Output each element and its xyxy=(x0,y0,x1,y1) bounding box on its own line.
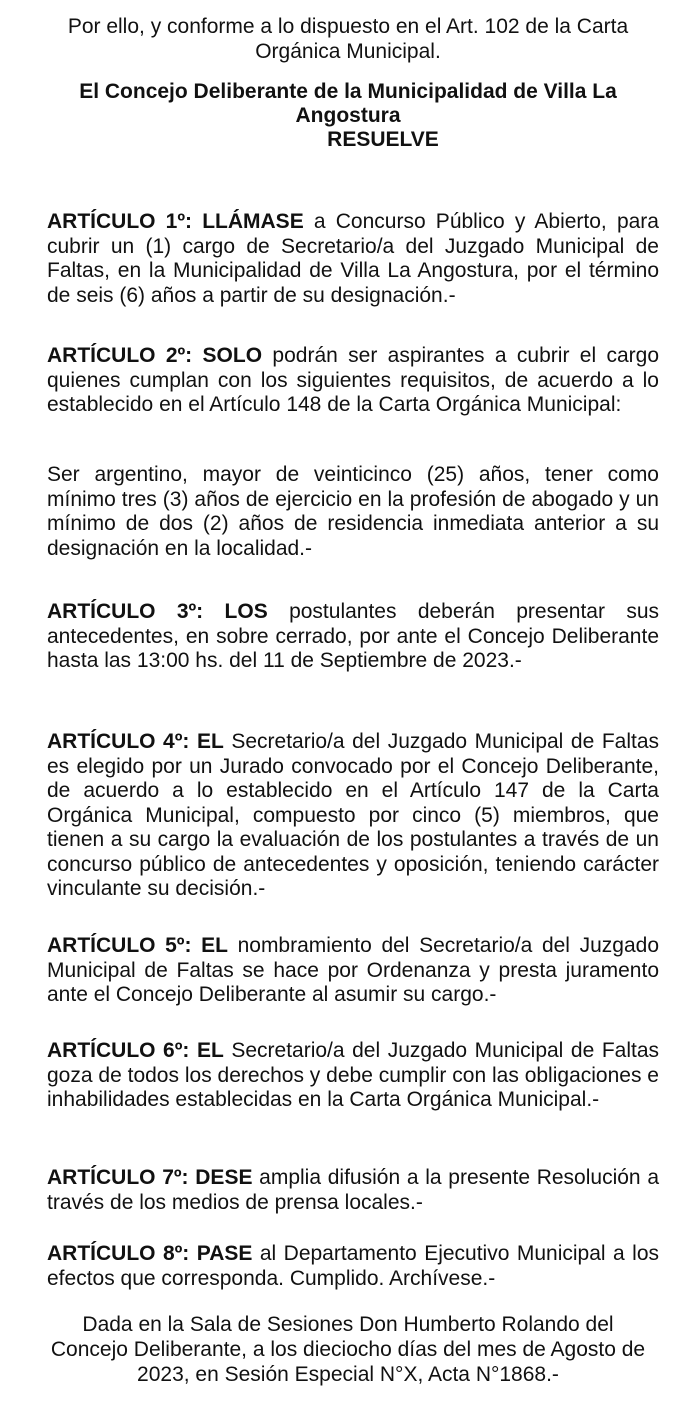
article-7 xyxy=(47,1166,659,1215)
article-4-label: ARTÍCULO 4º: xyxy=(47,730,190,753)
article-3-keyword: LOS xyxy=(224,600,268,623)
resolution-heading xyxy=(30,80,666,152)
article-2-text: podrán ser aspirantes a cubrir el cargo quienes cumplan con los siguientes requisitos, de acuerdo a lo establecido en el Artículo 148 de la Carta Orgánica Municipal: xyxy=(47,344,660,416)
article-1 xyxy=(47,210,659,308)
article-8-label: ARTÍCULO 8º: xyxy=(47,1242,190,1265)
intro-text: Por ello, y conforme a lo dispuesto en el Art. 102 de la Carta Orgánica Municipal. xyxy=(67,15,629,63)
article-8 xyxy=(47,1242,659,1291)
heading-line-1: El Concejo Deliberante de la Municipalidad de Villa La xyxy=(79,80,617,103)
article-4 xyxy=(47,730,659,902)
article-6-text: Secretario/a del Juzgado Municipal de Faltas goza de todos los derechos y debe cumplir con las obligaciones e inhabilidades establecidas en la Carta Orgánica Municipal.- xyxy=(47,1039,659,1111)
article-8-keyword: PASE xyxy=(196,1242,253,1265)
article-1-text: a Concurso Público y Abierto, para cubrir un (1) cargo de Secretario/a del Juzgado Municipal de Faltas, en la Municipalidad de Villa La Angostura, por el término de seis (6) años a partir de su designación.- xyxy=(47,210,659,307)
heading-resuelve: RESUELVE xyxy=(327,128,439,151)
closing-statement: Dada en la Sala de Sesiones Don Humberto Rolando del Concejo Deliberante, a los dieciocho días del mes de Agosto de 2023, en Sesión Especial N°X, Acta N°1868.- xyxy=(50,1313,646,1386)
article-3-text: postulantes deberán presentar sus antecedentes, en sobre cerrado, por ante el Concejo Deliberante hasta las 13:00 hs. del 11 de Septiembre de 2023.- xyxy=(47,600,659,672)
article-6-keyword: EL xyxy=(196,1039,224,1062)
article-8-text: al Departamento Ejecutivo Municipal a los efectos que corresponda. Cumplido. Archívese.- xyxy=(47,1242,659,1290)
article-7-text: amplia difusión a la presente Resolución a través de los medios de prensa locales.- xyxy=(47,1166,659,1214)
article-5-label: ARTÍCULO 5º: xyxy=(47,934,192,957)
article-3 xyxy=(47,600,659,674)
article-5 xyxy=(47,934,659,1008)
article-4-text: Secretario/a del Juzgado Municipal de Faltas es elegido por un Jurado convocado por el Concejo Deliberante, de acuerdo a lo establecido en el Artículo 147 de la Carta Orgánica Municipal, compuesto por cinco (5) miembros, que tienen a su cargo la evaluación de los postulantes a través de un concurso público de antecedentes y oposición, teniendo carácter vinculante su decisión.- xyxy=(47,730,659,900)
article-2 xyxy=(47,344,659,418)
article-6 xyxy=(47,1039,659,1113)
article-5-keyword: EL xyxy=(201,934,228,957)
article-1-label: ARTÍCULO 1º: xyxy=(47,210,193,233)
article-2-keyword: SOLO xyxy=(202,344,263,367)
heading-line-2: Angostura xyxy=(295,104,401,127)
article-3-label: ARTÍCULO 3º: xyxy=(47,600,204,623)
article-4-keyword: EL xyxy=(196,730,224,753)
article-5-text: nombramiento del Secretario/a del Juzgado Municipal de Faltas se hace por Ordenanza y presta juramento ante el Concejo Deliberante al asumir su cargo.- xyxy=(47,934,660,1006)
article-7-label: ARTÍCULO 7º: xyxy=(47,1166,189,1189)
requirements-text: Ser argentino, mayor de veinticinco (25) años, tener como mínimo tres (3) años de ejercicio en la profesión de abogado y un mínimo de dos (2) años de residencia inmediata anterior a su designación en la localidad.- xyxy=(47,463,659,560)
article-2-label: ARTÍCULO 2º: xyxy=(47,344,193,367)
article-7-keyword: DESE xyxy=(195,1166,253,1189)
article-1-keyword: LLÁMASE xyxy=(202,210,304,233)
article-6-label: ARTÍCULO 6º: xyxy=(47,1039,190,1062)
